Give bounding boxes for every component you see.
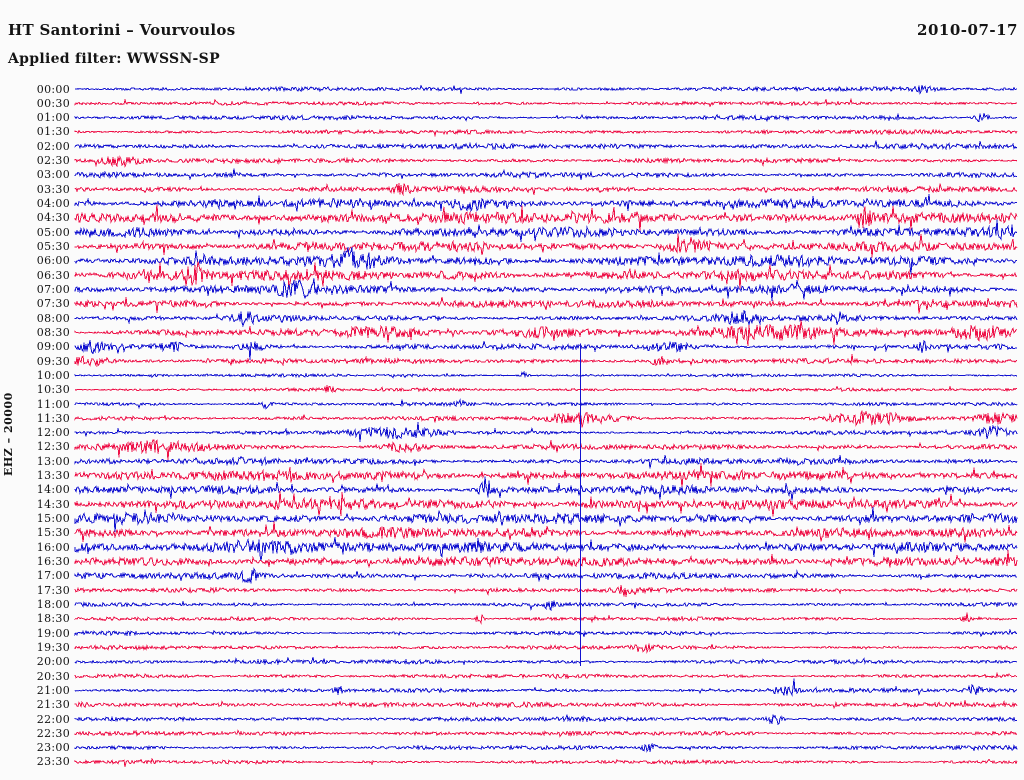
trace-row-label: 16:00 [36,540,70,554]
seismic-trace-0800 [75,311,1017,326]
seismic-trace-1430 [75,491,1017,516]
seismic-trace-2130 [75,700,1017,708]
trace-row-label: 04:30 [36,211,70,225]
trace-row-label: 17:00 [36,569,70,583]
seismic-trace-1930 [75,644,1017,653]
seismic-trace-0630 [75,262,1017,289]
trace-row-label: 21:00 [36,683,70,697]
trace-row-label: 19:00 [36,626,70,640]
seismic-trace-2200 [75,715,1017,725]
seismic-trace-1200 [75,422,1017,442]
trace-row-label: 15:30 [36,526,70,540]
trace-row-label: 13:00 [36,454,70,468]
seismic-trace-0730 [75,297,1017,314]
trace-row-label: 16:30 [36,555,70,569]
seismic-trace-0700 [75,278,1017,301]
trace-row-label: 03:00 [36,168,70,182]
seismic-trace-2030 [75,673,1017,678]
trace-row-label: 02:00 [36,139,70,153]
trace-row-label: 10:30 [36,383,70,397]
seismic-trace-0530 [75,234,1017,258]
trace-row-label: 11:30 [36,411,70,425]
seismic-trace-2300 [75,744,1017,752]
seismic-trace-0130 [75,130,1017,136]
seismic-trace-0900 [75,340,1017,360]
seismic-trace-0430 [75,204,1017,231]
seismic-trace-1000 [75,372,1017,377]
trace-row-label: 12:30 [36,440,70,454]
seismic-trace-1530 [75,521,1017,542]
trace-row-label: 01:00 [36,111,70,125]
seismic-trace-0930 [75,354,1017,366]
trace-row-label: 08:00 [36,311,70,325]
seismic-trace-1130 [75,411,1017,428]
trace-row-label: 18:00 [36,597,70,611]
trace-row-label: 06:30 [36,268,70,282]
seismic-trace-2230 [75,731,1017,737]
seismic-trace-0200 [75,141,1017,149]
seismic-trace-1730 [75,585,1017,597]
seismic-trace-1400 [75,476,1017,500]
seismic-trace-1500 [75,507,1017,532]
seismic-trace-0030 [75,99,1017,106]
trace-row-label: 03:30 [36,182,70,196]
trace-row-label: 22:30 [36,726,70,740]
seismic-trace-1100 [75,400,1017,409]
seismic-trace-0400 [75,194,1017,211]
seismic-trace-0230 [75,157,1017,167]
trace-row-label: 05:00 [36,225,70,239]
trace-row-label: 04:00 [36,197,70,211]
seismic-trace-2000 [75,657,1017,664]
seismic-trace-0300 [75,169,1017,181]
seismic-trace-0830 [75,320,1017,346]
seismic-trace-0100 [75,113,1017,121]
trace-row-label: 19:30 [36,640,70,654]
seismic-trace-1300 [75,455,1017,469]
seismic-trace-2100 [75,679,1017,696]
channel-scale-label: EHZ – 20000 [2,392,15,476]
seismic-trace-1900 [75,630,1017,637]
trace-row-label: 09:30 [36,354,70,368]
seismic-trace-1700 [75,569,1017,583]
trace-row-label: 15:00 [36,512,70,526]
applied-filter-line: Applied filter: WWSSN-SP [8,51,220,67]
trace-row-label: 17:30 [36,583,70,597]
station-title: HT Santorini – Vourvoulos [8,21,236,39]
seismic-trace-1330 [75,463,1017,487]
trace-row-label: 13:30 [36,469,70,483]
trace-row-label: 08:30 [36,325,70,339]
trace-row-label: 07:30 [36,297,70,311]
trace-row-label: 02:30 [36,154,70,168]
trace-row-label: 14:30 [36,497,70,511]
trace-row-label: 10:00 [36,368,70,382]
trace-row-label: 18:30 [36,612,70,626]
record-date: 2010-07-17 [917,21,1018,39]
trace-row-label: 01:30 [36,125,70,139]
trace-row-label: 07:00 [36,282,70,296]
trace-row-label: 21:30 [36,698,70,712]
seismic-trace-1230 [75,440,1017,460]
trace-row-label: 20:00 [36,655,70,669]
seismic-trace-0000 [75,85,1017,94]
trace-row-label: 22:00 [36,712,70,726]
trace-row-label: 14:00 [36,483,70,497]
trace-row-label: 06:00 [36,254,70,268]
seismic-trace-2330 [75,759,1017,767]
trace-row-label: 20:30 [36,669,70,683]
trace-row-label: 00:00 [36,82,70,96]
trace-row-label: 12:00 [36,426,70,440]
seismic-trace-1030 [75,385,1017,392]
trace-row-label: 11:00 [36,397,70,411]
trace-row-label: 23:00 [36,741,70,755]
trace-row-label: 09:00 [36,340,70,354]
seismic-trace-1600 [75,537,1017,561]
trace-row-label: 00:30 [36,96,70,110]
seismic-trace-0330 [75,183,1017,195]
seismic-trace-1800 [75,600,1017,610]
trace-row-label: 23:30 [36,755,70,769]
trace-row-label: 05:30 [36,240,70,253]
seismic-trace-1830 [75,613,1017,624]
seismic-trace-1630 [75,550,1017,567]
